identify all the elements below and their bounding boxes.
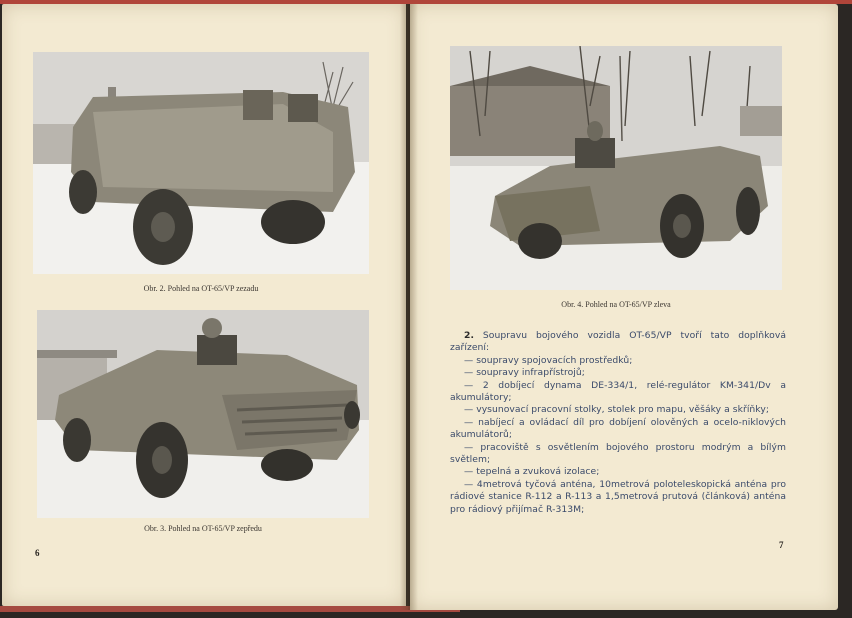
intro-text: Soupravu bojového vozidla OT-65/VP tvoří tato doplňková zařízení: xyxy=(450,330,786,354)
list-item: — soupravy spojovacích prostředků; xyxy=(464,354,633,366)
page-number-left: 6 xyxy=(35,548,40,558)
book-gutter xyxy=(400,4,418,610)
figure-2-photo xyxy=(33,52,369,274)
page-number-right: 7 xyxy=(779,540,784,550)
list-item: — 4metrová tyčová anténa, 10metrová poloteleskopická anténa pro rádiové stanice R-112 a R-113 a 1,5metrová prutová (článková) anténa pro rádiový přijímač R-313M; xyxy=(450,478,786,515)
list-item: — tepelná a zvuková izolace; xyxy=(464,466,600,478)
book-cover-edge-bottom xyxy=(0,606,460,612)
equipment-list-text xyxy=(450,330,786,516)
figure-4-caption: Obr. 4. Pohled na OT-65/VP zleva xyxy=(561,300,671,309)
list-item: — vysunovací pracovní stolky, stolek pro mapu, věšáky a skříňky; xyxy=(464,404,769,416)
figure-3-photo xyxy=(37,310,369,518)
list-item: — soupravy infrapřístrojů; xyxy=(464,367,585,379)
figure-2-caption: Obr. 2. Pohled na OT-65/VP zezadu xyxy=(143,284,259,293)
list-item: — pracoviště s osvětlením bojového prostoru modrým a bílým světlem; xyxy=(450,441,786,466)
list-item: — nabíjecí a ovládací díl pro dobíjení olověných a ocelo-niklových akumulátorů; xyxy=(450,416,786,441)
figure-4-photo xyxy=(450,46,782,290)
list-item: — 2 dobíjecí dynama DE-334/1, relé-regulátor KM-341/Dv a akumulátory; xyxy=(450,379,786,404)
figure-3-caption: Obr. 3. Pohled na OT-65/VP zepředu xyxy=(144,524,262,533)
paragraph-number: 2. xyxy=(464,330,474,341)
intro-paragraph xyxy=(450,330,786,355)
